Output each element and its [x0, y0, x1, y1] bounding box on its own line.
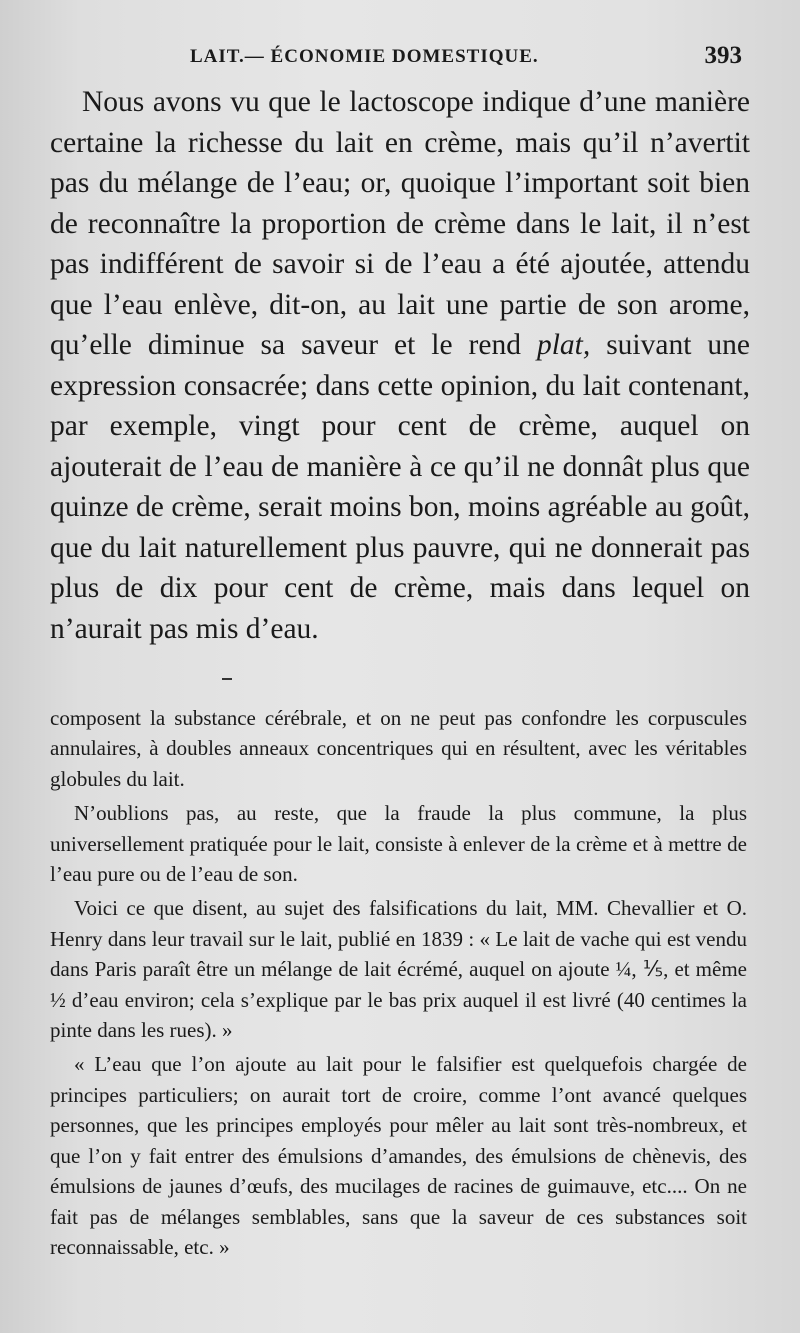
italic-word: plat,: [536, 329, 591, 361]
notes-section: [50, 703, 747, 1266]
note-paragraph-quotation: Voici ce que disent, au sujet des falsifications du lait, MM. Chevallier et O. Henry dans leur travail sur le lait, publié en 1839 : « Le lait de vache qui est vendu dans Paris paraît être un mélange de lait écrémé, auquel on ajoute ¼, ⅕, et même ½ d’eau environ; cela s’explique par le bas prix auquel il est livré (40 centimes la pinte dans les rues). »: [50, 896, 747, 1043]
page-number: 393: [704, 42, 742, 69]
section-separator: [222, 678, 232, 680]
note-paragraph-fraud: N’oublions pas, au reste, que la fraude la plus commune, la plus universellement pratiquée pour le lait, consiste à enlever de la crème et à mettre de l’eau pure ou de l’eau de son.: [50, 801, 747, 887]
main-text-part-2: suivant une expression consacrée; dans cette opinion, du lait contenant, par exemple, vingt pour cent de crème, auquel on ajouterait de l’eau de manière à ce qu’il ne donnât plus que quinze de crème, serait moins bon, moins agréable au goût, que du lait naturellement plus pauvre, qui ne donnerait pas plus de dix pour cent de crème, mais dans lequel on n’aurait pas mis d’eau.: [50, 329, 750, 645]
main-text-part-1: Nous avons vu que le lactoscope indique d’une manière certaine la richesse du lait en crème, mais qu’il n’avertit pas du mélange de l’eau; or, quoique l’important soit bien de reconnaître la proportion de crème dans le lait, il n’est pas indifférent de savoir si de l’eau a été ajoutée, attendu que l’eau enlève, dit-on, au lait une partie de son arome, qu’elle diminue sa saveur et le rend: [50, 86, 750, 361]
page-header: [190, 40, 742, 76]
main-paragraph: [50, 82, 750, 649]
note-paragraph-water: « L’eau que l’on ajoute au lait pour le falsifier est quelquefois chargée de principes particuliers; on aurait tort de croire, comme l’ont avancé quelques personnes, que les principes employés pour mêler au lait sont très-nombreux, et que l’on y fait entrer des émulsions d’amandes, des émulsions de chènevis, des émulsions de jaunes d’œufs, des mucilages de racines de guimauve, etc.... On ne fait pas de mélanges semblables, sans que la saveur de ces substances soit reconnaissable, etc. »: [50, 1052, 747, 1259]
running-title: LAIT.— ÉCONOMIE DOMESTIQUE.: [190, 46, 539, 67]
note-paragraph-continuation: composent la substance cérébrale, et on ne peut pas confondre les corpuscules annulaires, à doubles anneaux concentriques qui en résultent, avec les véritables globules du lait.: [50, 706, 747, 791]
